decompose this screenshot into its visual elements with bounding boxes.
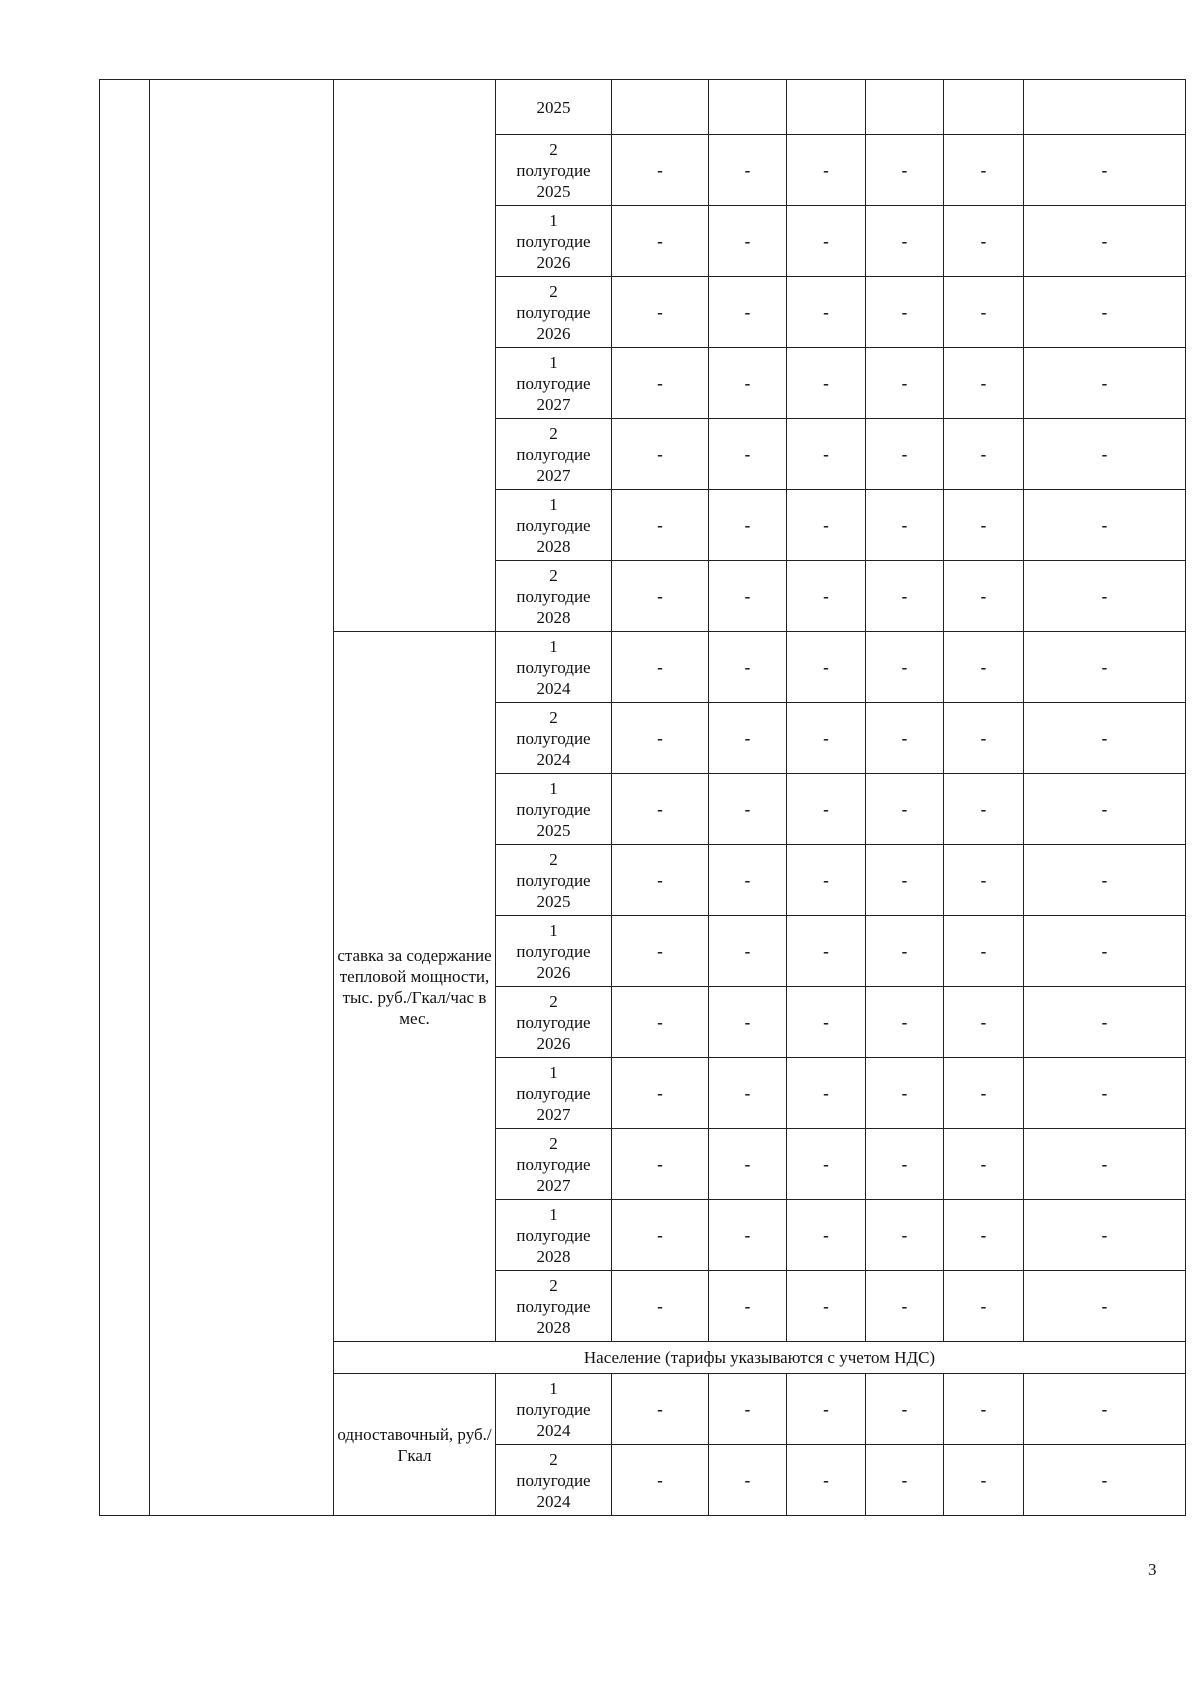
value-cell: - xyxy=(944,490,1024,561)
value-cell: - xyxy=(612,632,709,703)
value-cell: - xyxy=(787,206,866,277)
value-cell: - xyxy=(1024,348,1186,419)
index-column-cell xyxy=(100,80,150,1516)
value-cell: - xyxy=(866,1271,944,1342)
period-half: 1 xyxy=(549,494,558,514)
value-cell: - xyxy=(944,348,1024,419)
value-cell: - xyxy=(787,1129,866,1200)
value-cell: - xyxy=(709,1058,787,1129)
value-cell: - xyxy=(787,1271,866,1342)
value-cell: - xyxy=(1024,490,1186,561)
period-cell xyxy=(496,632,612,703)
period-word: полугодие xyxy=(516,1399,591,1419)
value-cell: - xyxy=(944,561,1024,632)
value-cell: - xyxy=(612,1445,709,1516)
period-cell xyxy=(496,1058,612,1129)
value-cell-empty xyxy=(612,80,709,135)
value-cell: - xyxy=(787,845,866,916)
value-cell: - xyxy=(1024,1058,1186,1129)
value-cell: - xyxy=(944,1445,1024,1516)
value-cell: - xyxy=(866,1058,944,1129)
value-cell: - xyxy=(612,1374,709,1445)
value-cell: - xyxy=(787,703,866,774)
period-half: 2 xyxy=(549,565,558,585)
value-cell: - xyxy=(866,490,944,561)
period-cell xyxy=(496,1374,612,1445)
period-word: полугодие xyxy=(516,231,591,251)
value-cell: - xyxy=(612,135,709,206)
page-number: 3 xyxy=(1148,1560,1157,1579)
period-year: 2025 xyxy=(536,820,571,840)
value-cell: - xyxy=(612,348,709,419)
value-cell: - xyxy=(866,348,944,419)
value-cell: - xyxy=(1024,277,1186,348)
value-cell: - xyxy=(787,490,866,561)
period-year: 2024 xyxy=(536,1491,571,1511)
period-year: 2025 xyxy=(536,97,571,117)
value-cell: - xyxy=(1024,703,1186,774)
period-year: 2026 xyxy=(536,1033,571,1053)
period-half: 2 xyxy=(549,991,558,1011)
value-cell: - xyxy=(612,774,709,845)
value-cell: - xyxy=(787,1058,866,1129)
value-cell: - xyxy=(709,632,787,703)
period-word: полугодие xyxy=(516,373,591,393)
period-word: полугодие xyxy=(516,302,591,322)
period-cell xyxy=(496,490,612,561)
value-cell: - xyxy=(866,1200,944,1271)
value-cell: - xyxy=(866,135,944,206)
value-cell: - xyxy=(709,206,787,277)
period-word: полугодие xyxy=(516,1296,591,1316)
value-cell: - xyxy=(866,703,944,774)
indicator-label: ставка за содержание тепловой мощности, тыс. руб./Гкал/час в мес. xyxy=(334,632,496,1342)
period-year: 2027 xyxy=(536,1175,571,1195)
value-cell: - xyxy=(1024,1445,1186,1516)
value-cell: - xyxy=(866,1129,944,1200)
value-cell-empty xyxy=(709,80,787,135)
value-cell: - xyxy=(1024,1374,1186,1445)
period-cell xyxy=(496,419,612,490)
period-half: 1 xyxy=(549,636,558,656)
value-cell: - xyxy=(1024,774,1186,845)
period-cell xyxy=(496,1271,612,1342)
value-cell: - xyxy=(787,135,866,206)
value-cell: - xyxy=(709,1271,787,1342)
value-cell: - xyxy=(866,277,944,348)
value-cell: - xyxy=(612,1058,709,1129)
period-cell xyxy=(496,206,612,277)
value-cell: - xyxy=(787,348,866,419)
value-cell: - xyxy=(612,987,709,1058)
period-cell xyxy=(496,80,612,135)
value-cell: - xyxy=(709,916,787,987)
value-cell: - xyxy=(709,774,787,845)
value-cell: - xyxy=(944,277,1024,348)
value-cell: - xyxy=(787,916,866,987)
value-cell-empty xyxy=(787,80,866,135)
period-half: 2 xyxy=(549,139,558,159)
value-cell: - xyxy=(866,419,944,490)
value-cell: - xyxy=(709,561,787,632)
value-cell: - xyxy=(787,987,866,1058)
value-cell: - xyxy=(944,703,1024,774)
period-cell xyxy=(496,1445,612,1516)
value-cell: - xyxy=(1024,419,1186,490)
value-cell: - xyxy=(612,1271,709,1342)
value-cell: - xyxy=(612,206,709,277)
period-half: 2 xyxy=(549,1275,558,1295)
period-year: 2025 xyxy=(536,891,571,911)
period-cell xyxy=(496,845,612,916)
period-half: 2 xyxy=(549,1133,558,1153)
period-half: 2 xyxy=(549,281,558,301)
value-cell: - xyxy=(944,632,1024,703)
period-cell xyxy=(496,703,612,774)
period-word: полугодие xyxy=(516,870,591,890)
value-cell: - xyxy=(944,1271,1024,1342)
value-cell: - xyxy=(1024,206,1186,277)
value-cell: - xyxy=(709,348,787,419)
value-cell: - xyxy=(944,419,1024,490)
period-year: 2028 xyxy=(536,607,571,627)
period-year: 2028 xyxy=(536,1317,571,1337)
period-year: 2026 xyxy=(536,323,571,343)
value-cell: - xyxy=(944,1058,1024,1129)
name-column-cell xyxy=(150,80,334,1516)
period-word: полугодие xyxy=(516,515,591,535)
value-cell: - xyxy=(1024,916,1186,987)
period-year: 2026 xyxy=(536,252,571,272)
value-cell: - xyxy=(709,1129,787,1200)
period-word: полугодие xyxy=(516,444,591,464)
value-cell: - xyxy=(866,774,944,845)
value-cell: - xyxy=(709,845,787,916)
period-cell xyxy=(496,348,612,419)
value-cell: - xyxy=(1024,632,1186,703)
period-cell xyxy=(496,774,612,845)
value-cell: - xyxy=(787,1200,866,1271)
value-cell: - xyxy=(944,1374,1024,1445)
value-cell: - xyxy=(612,561,709,632)
period-word: полугодие xyxy=(516,1083,591,1103)
period-year: 2025 xyxy=(536,181,571,201)
value-cell: - xyxy=(787,774,866,845)
value-cell: - xyxy=(709,1200,787,1271)
value-cell: - xyxy=(612,1200,709,1271)
period-half: 1 xyxy=(549,352,558,372)
value-cell-empty xyxy=(866,80,944,135)
period-year: 2028 xyxy=(536,536,571,556)
period-cell xyxy=(496,561,612,632)
value-cell: - xyxy=(1024,1129,1186,1200)
value-cell: - xyxy=(709,277,787,348)
period-year: 2027 xyxy=(536,465,571,485)
value-cell: - xyxy=(787,561,866,632)
value-cell: - xyxy=(787,632,866,703)
period-year: 2027 xyxy=(536,394,571,414)
value-cell: - xyxy=(944,1200,1024,1271)
value-cell: - xyxy=(944,1129,1024,1200)
period-cell xyxy=(496,135,612,206)
period-cell xyxy=(496,1200,612,1271)
period-half: 1 xyxy=(549,778,558,798)
period-word: полугодие xyxy=(516,941,591,961)
period-word: полугодие xyxy=(516,1154,591,1174)
value-cell: - xyxy=(709,419,787,490)
period-half: 2 xyxy=(549,423,558,443)
section-header: Население (тарифы указываются с учетом НДС) xyxy=(334,1342,1186,1374)
period-year: 2024 xyxy=(536,678,571,698)
period-cell xyxy=(496,987,612,1058)
value-cell: - xyxy=(866,1445,944,1516)
value-cell: - xyxy=(709,1445,787,1516)
value-cell: - xyxy=(944,987,1024,1058)
period-half: 1 xyxy=(549,1378,558,1398)
value-cell: - xyxy=(866,916,944,987)
value-cell: - xyxy=(612,916,709,987)
value-cell: - xyxy=(944,206,1024,277)
value-cell: - xyxy=(612,845,709,916)
period-half: 2 xyxy=(549,1449,558,1469)
period-word: полугодие xyxy=(516,728,591,748)
value-cell-empty xyxy=(944,80,1024,135)
value-cell: - xyxy=(787,419,866,490)
period-year: 2027 xyxy=(536,1104,571,1124)
period-cell xyxy=(496,277,612,348)
period-word: полугодие xyxy=(516,586,591,606)
value-cell: - xyxy=(612,277,709,348)
period-word: полугодие xyxy=(516,1470,591,1490)
indicator-label: одноставочный, руб./Гкал xyxy=(334,1374,496,1516)
period-year: 2024 xyxy=(536,749,571,769)
period-year: 2028 xyxy=(536,1246,571,1266)
period-cell xyxy=(496,916,612,987)
value-cell: - xyxy=(866,561,944,632)
period-word: полугодие xyxy=(516,1012,591,1032)
period-year: 2024 xyxy=(536,1420,571,1440)
value-cell: - xyxy=(1024,987,1186,1058)
value-cell: - xyxy=(944,774,1024,845)
value-cell: - xyxy=(866,632,944,703)
value-cell: - xyxy=(866,987,944,1058)
period-year: 2026 xyxy=(536,962,571,982)
value-cell: - xyxy=(709,1374,787,1445)
period-word: полугодие xyxy=(516,799,591,819)
value-cell: - xyxy=(787,1445,866,1516)
value-cell: - xyxy=(1024,1200,1186,1271)
period-word: полугодие xyxy=(516,657,591,677)
value-cell: - xyxy=(709,490,787,561)
period-cell xyxy=(496,1129,612,1200)
period-half: 1 xyxy=(549,920,558,940)
period-half: 2 xyxy=(549,849,558,869)
value-cell: - xyxy=(787,1374,866,1445)
value-cell: - xyxy=(1024,561,1186,632)
value-cell: - xyxy=(944,135,1024,206)
value-cell: - xyxy=(944,845,1024,916)
period-half: 1 xyxy=(549,1204,558,1224)
value-cell: - xyxy=(1024,1271,1186,1342)
value-cell: - xyxy=(1024,135,1186,206)
indicator-cell-empty xyxy=(334,80,496,632)
value-cell: - xyxy=(709,987,787,1058)
value-cell: - xyxy=(866,206,944,277)
value-cell: - xyxy=(709,135,787,206)
period-word: полугодие xyxy=(516,160,591,180)
value-cell: - xyxy=(1024,845,1186,916)
value-cell: - xyxy=(787,277,866,348)
value-cell: - xyxy=(612,490,709,561)
value-cell: - xyxy=(866,1374,944,1445)
tariff-table xyxy=(99,79,1186,1516)
value-cell: - xyxy=(612,419,709,490)
value-cell: - xyxy=(612,703,709,774)
period-word: полугодие xyxy=(516,1225,591,1245)
period-half: 1 xyxy=(549,1062,558,1082)
value-cell: - xyxy=(944,916,1024,987)
period-half: 2 xyxy=(549,707,558,727)
value-cell: - xyxy=(709,703,787,774)
value-cell-empty xyxy=(1024,80,1186,135)
value-cell: - xyxy=(612,1129,709,1200)
period-half: 1 xyxy=(549,210,558,230)
value-cell: - xyxy=(866,845,944,916)
